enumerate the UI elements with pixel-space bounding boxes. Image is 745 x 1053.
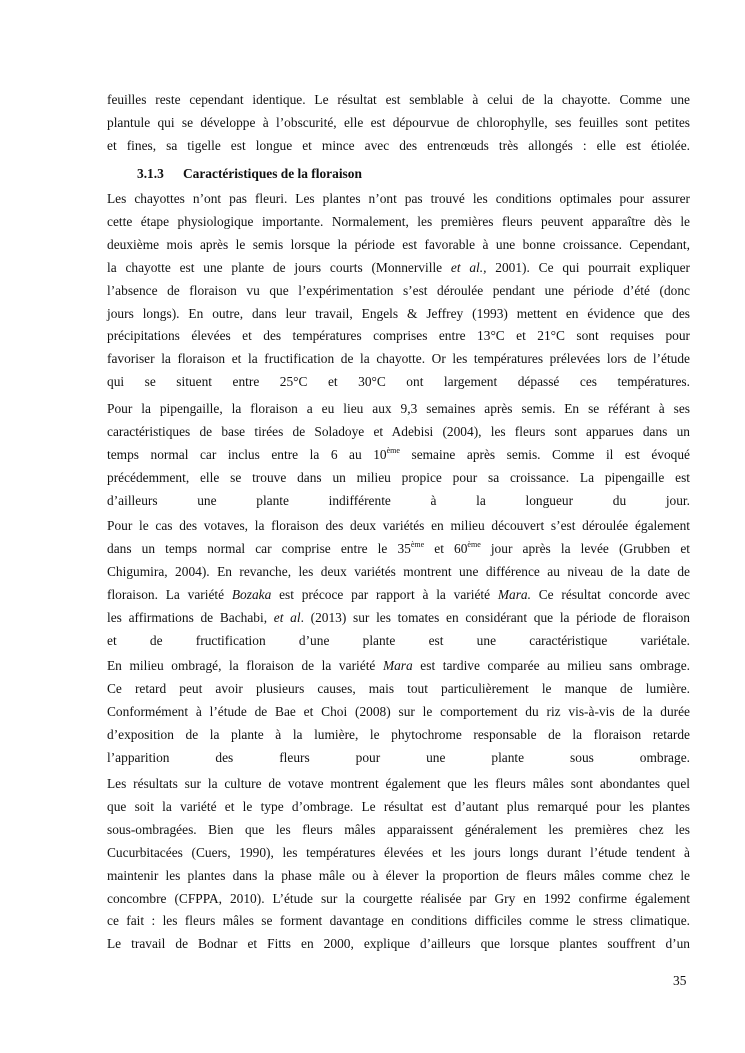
text-line: qui se situent entre 25°C et 30°C ont largement dépassé ces températures. — [107, 374, 690, 390]
text-line: ce fait : les fleurs mâles se forment davantage en conditions difficiles comme le stress climatique. — [107, 913, 690, 929]
text-line: Chigumira, 2004). En revanche, les deux variétés montrent une différence au niveau de la date de — [107, 563, 690, 579]
text-line: l’apparition des fleurs pour une plante sous ombrage. — [107, 749, 690, 765]
text-line: Cucurbitacées (Cuers, 1990), les températures élevées et les jours longs durant l’étude tendent à — [107, 844, 690, 860]
text-line: feuilles reste cependant identique. Le résultat est semblable à celui de la chayotte. Comme une — [107, 92, 690, 107]
text-line: Les chayottes n’ont pas fleuri. Les plantes n’ont pas trouvé les conditions optimales pour assurer — [107, 191, 690, 206]
text-line: les affirmations de Bachabi, et al. (2013) sur les tomates en considérant que la période de floraison — [107, 609, 691, 625]
text-line: Le travail de Bodnar et Fitts en 2000, explique d’ailleurs que lorsque plantes souffrent d’un — [107, 936, 690, 952]
page-number: 35 — [673, 973, 687, 988]
text-line: caractéristiques de base tirées de Soladoye et Adebisi (2004), les fleurs sont apparues dans un — [107, 423, 690, 439]
text-line: dans un temps normal car comprise entre le 35ème et 60ème jour après la levée (Grubben et — [107, 539, 691, 556]
text-line: Pour la pipengaille, la floraison a eu lieu aux 9,3 semaines après semis. En se référant à ses — [107, 401, 690, 416]
text-line: concombre (CFPPA, 2010). L’étude sur la courgette réalisée par Gry en 1992 confirme également — [107, 890, 690, 906]
text-line: l’absence de floraison vu que l’expérimentation s’est déroulée pendant une période d’été (donc — [107, 282, 690, 298]
paragraph-fleurs-males — [107, 773, 690, 956]
text-line: deuxième mois après le semis lorsque la période est favorable à une bonne croissance. Cependant, — [107, 236, 690, 252]
text-line: d’exposition de la plante à la lumière, le phytochrome responsable de la floraison retarde — [107, 726, 690, 742]
text-line: plantule qui se développe à l’obscurité, elle est dépourvue de chlorophylle, ses feuilles sont petites — [107, 114, 690, 130]
paragraph-votaves — [107, 515, 690, 652]
text-line: précédemment, elle se trouve dans un milieu propice pour sa croissance. La pipengaille est — [107, 469, 690, 485]
text-line: maintenir les plantes dans la phase mâle ou à élever la proportion de fleurs mâles comme chez le — [107, 867, 690, 883]
text-line: jours longs). En outre, dans leur travail, Engels & Jeffrey (1993) mettent en évidence que des — [107, 305, 690, 321]
text-line: Ce retard peut avoir plusieurs causes, mais tout particulièrement le manque de lumière. — [107, 680, 690, 696]
text-line: cette étape physiologique importante. Normalement, les premières fleurs peuvent apparaître dès le — [107, 213, 690, 229]
intro-paragraph — [107, 89, 690, 158]
section-title: Caractéristiques de la floraison — [183, 166, 362, 181]
text-line: floraison. La variété Bozaka est précoce par rapport à la variété Mara. Ce résultat concorde avec — [107, 586, 690, 602]
paragraph-chayotte — [107, 188, 690, 394]
text-line: En milieu ombragé, la floraison de la variété Mara est tardive comparée au milieu sans ombrage. — [107, 658, 691, 673]
text-line: d’ailleurs une plante indifférente à la longueur du jour. — [107, 492, 690, 508]
text-line: la chayotte est une plante de jours courts (Monnerville et al., 2001). Ce qui pourrait expliquer — [107, 259, 690, 275]
text-line: précipitations élevées et des températures comprises entre 13°C et 21°C sont requises pour — [107, 328, 690, 344]
text-line: Conformément à l’étude de Bae et Choi (2008) sur le comportement du riz vis-à-vis de la durée — [107, 703, 690, 719]
text-line: que soit la variété et le type d’ombrage. Le résultat est d’autant plus remarqué pour les plantes — [107, 798, 690, 814]
paragraph-ombrage — [107, 655, 690, 770]
text-line: et fines, sa tigelle est longue et mince avec des entrenœuds très allongés : elle est étiolée. — [107, 137, 690, 153]
text-line: favoriser la floraison et la fructification de la chayotte. Or les températures prélevées lors de l’étude — [107, 351, 690, 367]
text-line: Les résultats sur la culture de votave montrent également que les fleurs mâles sont abondantes quel — [107, 776, 690, 791]
section-heading — [137, 163, 362, 185]
text-line: et de fructification d’une plante est une caractéristique variétale. — [107, 632, 690, 648]
text-line: sous-ombragées. Bien que les fleurs mâles apparaissent généralement les premières chez les — [107, 821, 690, 837]
text-line: Pour le cas des votaves, la floraison des deux variétés en milieu découvert s’est déroulée également — [107, 518, 690, 533]
section-number: 3.1.3 — [137, 166, 164, 181]
paragraph-pipengaille — [107, 398, 690, 513]
text-line: temps normal car inclus entre la 6 au 10ème semaine après semis. Comme il est évoqué — [107, 445, 691, 462]
